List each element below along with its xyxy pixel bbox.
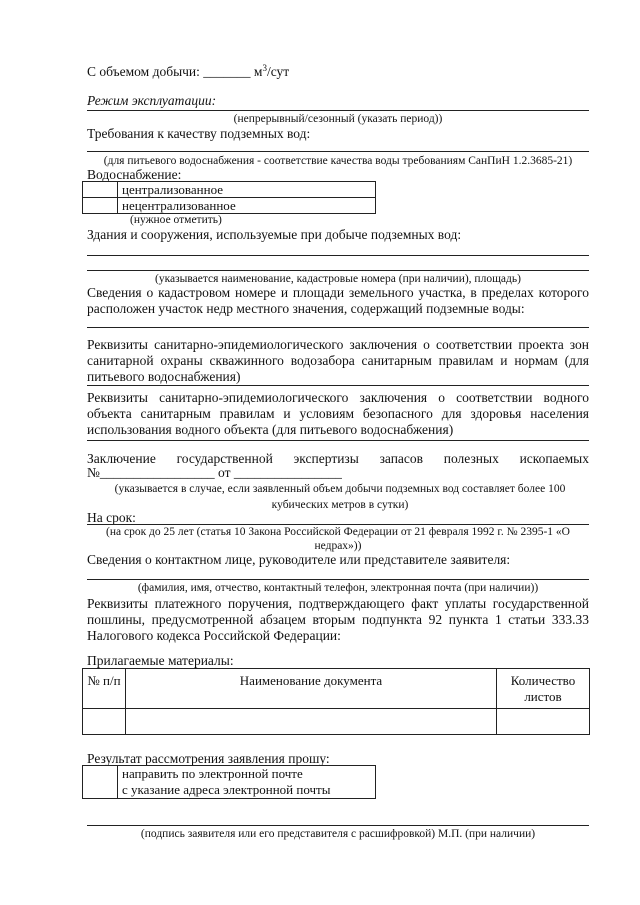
signature-input-line[interactable] <box>87 825 589 826</box>
result-option-line-1: направить по электронной почте <box>122 766 303 781</box>
expertise-word: запасов <box>379 451 424 466</box>
buildings-input-line-2[interactable] <box>87 270 589 271</box>
payment-text: Реквизиты платежного поручения, подтверждающего факт уплаты государственной пошлины, предусмотренной абзацем вторым подпункта 92 пункта 1 статьи 333.33 Налогового кодекса Российской Федерации: <box>87 596 589 643</box>
water-object-text: Реквизиты санитарно-эпидемиологического заключения о соответствии водного объекта санитарным правилам и условиям безопасного для здоровья населения использования водного объекта (для питьевого водоснабжения) <box>87 390 589 437</box>
buildings-hint: (указывается наименование, кадастровые номера (при наличии), площадь) <box>155 273 521 285</box>
materials-col-number: № п/п <box>83 669 126 709</box>
expertise-word: экспертизы <box>293 451 359 466</box>
quality-hint: (для питьевого водоснабжения - соответствие качества воды требованиям СанПиН 1.2.3685-21) <box>103 155 573 167</box>
signature-hint: (подпись заявителя или его представителя с расшифровкой) М.П. (при наличии) <box>140 828 536 840</box>
term-label: На срок: <box>87 510 136 525</box>
expertise-hint: (указывается в случае, если заявленный объем добычи подземных вод составляет более 100 кубических метров в сутки) <box>114 483 566 511</box>
water-supply-option-decentralized: нецентрализованное <box>118 198 376 214</box>
water-supply-table <box>82 181 376 214</box>
water-supply-label: Водоснабжение: <box>87 167 182 182</box>
water-object-input-line[interactable] <box>87 440 589 441</box>
result-label: Результат рассмотрения заявления прошу: <box>87 751 330 766</box>
result-table <box>82 765 376 799</box>
materials-col-document: Наименование документа <box>126 669 497 709</box>
sanitary-zone-input-line[interactable] <box>87 385 589 386</box>
mode-label: Режим эксплуатации: <box>87 93 217 108</box>
sanitary-zone-text: Реквизиты санитарно-эпидемиологического заключения о соответствии проекта зон санитарной охраны скважинного водозабора санитарным правилам и нормам (для питьевого водоснабжения) <box>87 337 589 384</box>
volume-row <box>87 64 289 80</box>
volume-label: С объемом добычи: <box>87 64 200 79</box>
materials-col-sheets: Количество листов <box>497 669 590 709</box>
volume-blank[interactable]: _______ <box>203 64 251 79</box>
buildings-label: Здания и сооружения, используемые при добыче подземных вод: <box>87 227 462 242</box>
expertise-number-line[interactable]: №_________________ от ________________ <box>87 465 342 480</box>
materials-cell-document[interactable] <box>126 709 497 735</box>
quality-input-line[interactable] <box>87 151 589 152</box>
mode-hint: (непрерывный/сезонный (указать период)) <box>233 113 443 125</box>
expertise-word: Заключение <box>87 451 156 466</box>
water-supply-hint: (нужное отметить) <box>130 214 222 226</box>
materials-cell-sheets[interactable] <box>497 709 590 735</box>
water-supply-checkbox-decentralized[interactable] <box>83 198 118 214</box>
expertise-word: ископаемых <box>519 451 589 466</box>
contact-label: Сведения о контактном лице, руководителе или представителе заявителя: <box>87 552 511 567</box>
land-info-input-line[interactable] <box>87 327 589 328</box>
table-row <box>83 709 590 735</box>
contact-hint: (фамилия, имя, отчество, контактный телефон, электронная почта (при наличии)) <box>137 582 539 594</box>
buildings-input-line-1[interactable] <box>87 255 589 256</box>
materials-table <box>82 668 590 735</box>
water-supply-checkbox-centralized[interactable] <box>83 182 118 198</box>
volume-unit: $м^3$/сут <box>253 63 290 79</box>
water-supply-option-centralized: централизованное <box>118 182 376 198</box>
expertise-word: полезных <box>443 451 499 466</box>
quality-label: Требования к качеству подземных вод: <box>87 126 311 141</box>
expertise-word: государственной <box>176 451 273 466</box>
contact-input-line[interactable] <box>87 579 589 580</box>
result-option-email <box>118 766 376 799</box>
land-info-text: Сведения о кадастровом номере и площади земельного участка, в пределах которого расположен участок недр местного значения, содержащий подземные воды: <box>87 285 589 316</box>
result-option-line-2: с указание адреса электронной почты <box>122 782 331 797</box>
result-checkbox-email[interactable] <box>83 766 118 799</box>
materials-label: Прилагаемые материалы: <box>87 653 234 668</box>
mode-input-line[interactable] <box>87 110 589 111</box>
term-hint: (на срок до 25 лет (статья 10 Закона Российской Федерации от 21 февраля 1992 г. № 2395-1 «О недрах»)) <box>106 526 570 552</box>
materials-cell-number[interactable] <box>83 709 126 735</box>
